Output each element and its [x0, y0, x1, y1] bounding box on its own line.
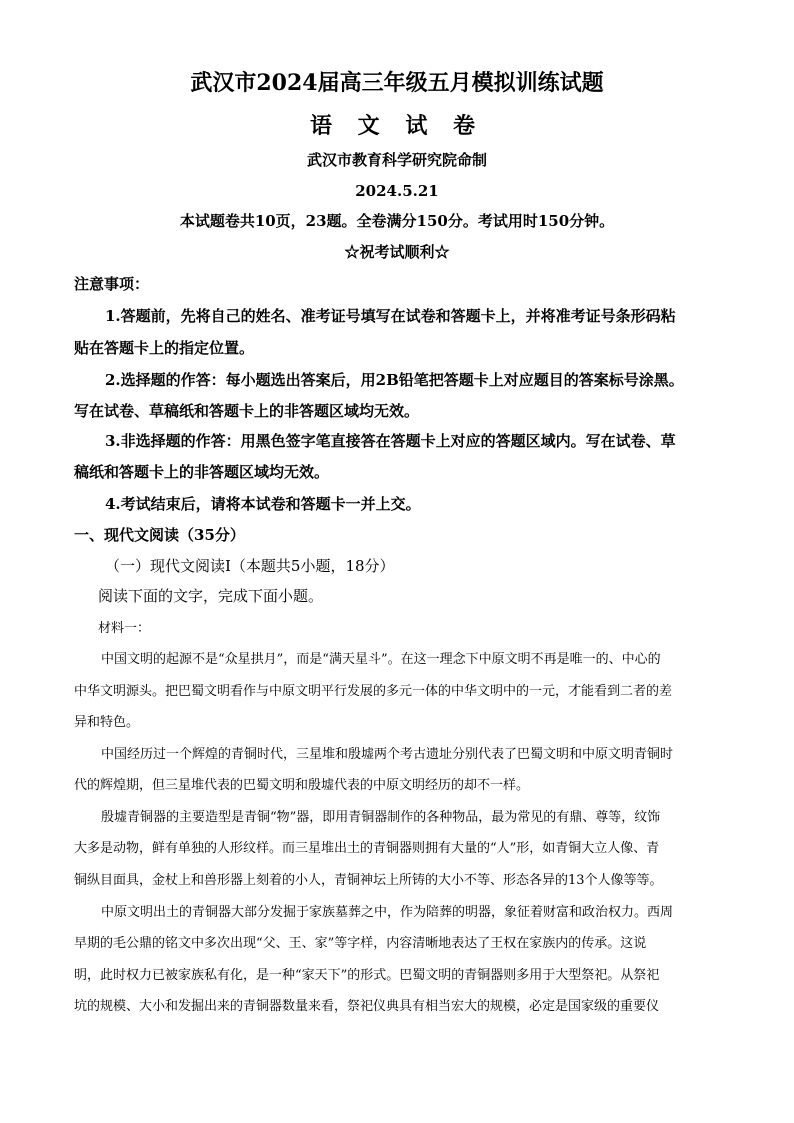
body-line: 中国经历过一个辉煌的青铜时代，三星堆和殷墟两个考古遗址分别代表了巴蜀文明和中原文明青铜时 [101, 747, 674, 762]
notice-line: 稿纸和答题卡上的非答题区域均无效。 [74, 463, 330, 481]
body-line: 早期的毛公鼎的铭文中多次出现“父、王、家”等字样，内容清晰地表达了王权在家族内的传承。这说 [74, 936, 647, 951]
notice-line: 1.答题前，先将自己的姓名、准考证号填写在试卷和答题卡上，并将准考证号条形码粘 [105, 307, 676, 325]
exam-meta: 本试题卷共10页，23题。全卷满分150分。考试用时150分钟。 [179, 212, 615, 230]
section-instruction: 阅读下面的文字，完成下面小题。 [98, 587, 324, 605]
exam-author: 武汉市教育科学研究院命制 [306, 151, 487, 169]
exam-date: 2024.5.21 [355, 182, 439, 200]
section-subheading: （一）现代文阅读Ⅰ（本题共5小题，18分） [105, 557, 395, 575]
body-line: 中华文明源头。把巴蜀文明看作与中原文明平行发展的多元一体的中华文明中的一元，才能看到二者的差 [74, 684, 673, 699]
body-line: 代的辉煌期，但三星堆代表的巴蜀文明和殷墟代表的中原文明经历的却不一样。 [74, 778, 530, 793]
exam-subtitle: 语 文 试 卷 [310, 113, 484, 139]
body-line: 铜纵目面具，金杖上和兽形器上刻着的小人，青铜神坛上所铸的大小不等、形态各异的13个人像等等。 [74, 873, 663, 888]
exam-title: 武汉市2024届高三年级五月模拟训练试题 [190, 70, 604, 96]
body-line: 殷墟青铜器的主要造型是青铜“物”器，即用青铜器制作的各种物品，最为常见的有鼎、尊等，纹饰 [101, 810, 661, 825]
notice-line: 写在试卷、草稿纸和答题卡上的非答题区域均无效。 [74, 402, 420, 420]
exam-wish: ☆祝考试顺利☆ [344, 243, 450, 261]
body-line: 中原文明出土的青铜器大部分发掘于家族墓葬之中，作为陪葬的明器，象征着财富和政治权力。西周 [101, 905, 674, 920]
notice-line: 4.考试结束后，请将本试卷和答题卡一并上交。 [105, 495, 421, 513]
notice-heading: 注意事项： [74, 275, 150, 293]
notice-line: 2.选择题的作答：每小题选出答案后，用2B铅笔把答题卡上对应题目的答案标号涂黑。 [105, 371, 684, 389]
body-line: 坑的规模、大小和发掘出来的青铜器数量来看，祭祀仪典具有相当宏大的规模，必定是国家级的重要仪 [74, 999, 660, 1014]
body-line: 大多是动物，鲜有单独的人形纹样。而三星堆出土的青铜器则拥有大量的“人”形，如青铜大立人像、青 [74, 841, 660, 856]
body-line: 中国文明的起源不是“众星拱月”，而是“满天星斗”。在这一理念下中原文明不再是唯一的、中心的 [101, 652, 661, 667]
notice-line: 贴在答题卡上的指定位置。 [74, 339, 255, 357]
notice-line: 3.非选择题的作答：用黑色签字笔直接答在答题卡上对应的答题区域内。写在试卷、草 [105, 432, 676, 450]
section-heading: 一、现代文阅读（35分） [74, 526, 245, 544]
body-line: 明，此时权力已被家族私有化，是一种“家天下”的形式。巴蜀文明的青铜器则多用于大型祭祀。从祭祀 [74, 968, 660, 983]
body-line: 异和特色。 [74, 715, 140, 730]
material-label: 材料一： [98, 621, 151, 636]
